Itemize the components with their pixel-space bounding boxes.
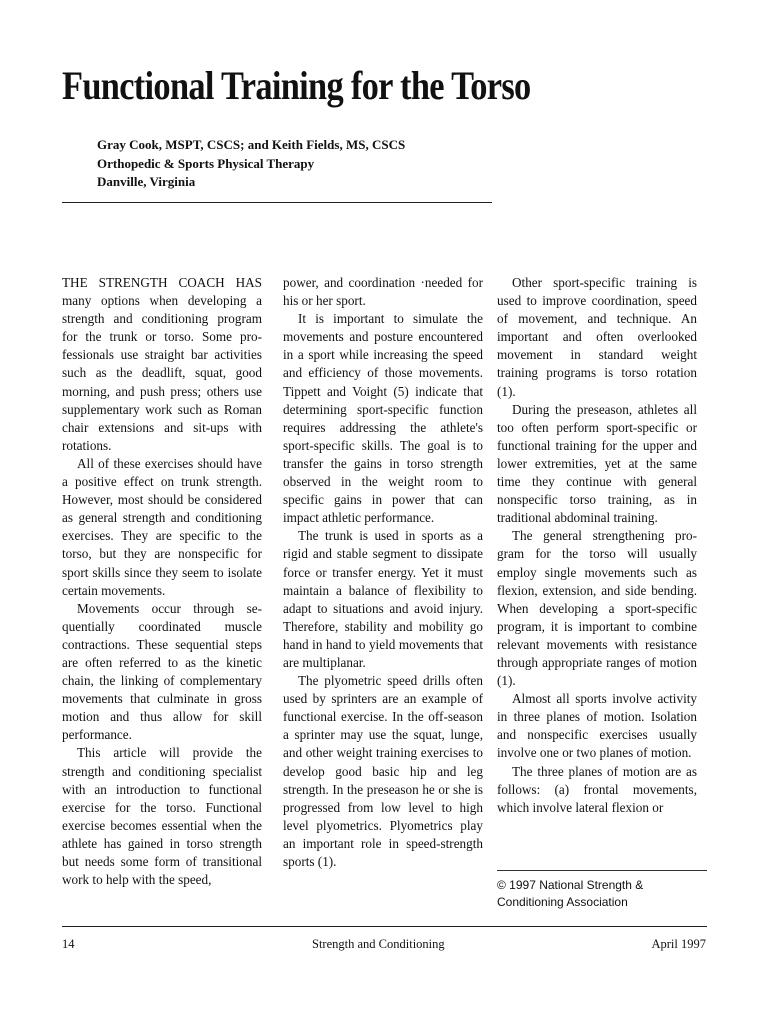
paragraph: power, and coordination ·needed for his or her sport.	[283, 275, 483, 309]
copyright-line: © 1997 National Strength &	[497, 878, 644, 892]
journal-name: Strength and Conditioning	[312, 937, 445, 951]
copyright-divider	[497, 870, 707, 871]
paragraph: The general strengthening program for the torso will usually employ single movements such as flexion, extension, and side bending. When developing a sport-specific program, it is important to combine relevant movements with resistance through appropriate ranges of motion (1).	[497, 528, 697, 689]
text-column-2	[283, 274, 483, 871]
byline	[97, 136, 405, 192]
paragraph: Movements occur through sequentially coordinated muscle contractions. These sequential steps are often referred to as the kinetic chain, the linking of complementary movements that culminate in gross motion and thus allow for skill performance.	[62, 600, 262, 743]
location: Danville, Virginia	[97, 174, 196, 189]
paragraph: The trunk is used in sports as a rigid and stable segment to dissipate force or transfer energy. Yet it must maintain a balance of flexibility to adapt to situations and avoid injury. Therefore, stability and mobility go hand in hand to yield movements that are multiplanar.	[283, 528, 483, 670]
paragraph: The three planes of motion are as follows: (a) frontal movements, which involve lateral flexion or	[497, 763, 697, 815]
page-number: 14	[62, 937, 75, 951]
copyright-line: Conditioning Association	[497, 895, 628, 909]
paragraph: All of these exercises should have a positive effect on trunk strength. However, most should be considered as general strength and conditioning exercises. They are specific to the torso, but they are nonspecific for sport skills since they seem to isolate certain movements.	[62, 455, 262, 598]
paragraph: Almost all sports involve activity in three planes of motion. Isolation and nonspecific exercises usually involve one or two planes of motion.	[497, 691, 697, 761]
paragraph: It is important to simulate the movements and posture encountered in a sport while increasing the speed and efficiency of those movements. Tippett and Voight (5) indicate that determining sport-specific function requires addressing the athlete's sport-specific skills. The goal is to transfer the gains in torso strength observed in the weight room to specific gains in power that can impact athletic performance.	[283, 311, 483, 526]
text-column-3	[497, 274, 697, 817]
copyright-notice	[497, 877, 707, 911]
article-title: Functional Training for the Torso	[62, 63, 531, 108]
affiliation: Orthopedic & Sports Physical Therapy	[97, 155, 315, 171]
paragraph: The plyometric speed drills often used by sprinters are an example of functional exercise. In the off-season a sprinter may use the squat, lunge, and other weight training exercises to develop good basic hip and leg strength. In the preseason he or she is progressed from low level to high level plyometrics. Plyometrics play an important role in speed-strength sports (1).	[283, 673, 483, 869]
paragraph: THE STRENGTH COACH HAS many options when developing a strength and conditioning program for the trunk or torso. Some professionals use straight bar activities such as the deadlift, squat, good morning, and push press; others use supplementary work such as Roman chair extensions and sit-ups with rotations.	[62, 275, 262, 453]
title-divider	[62, 202, 492, 203]
authors: Gray Cook, MSPT, CSCS; and Keith Fields, MS, CSCS	[97, 137, 406, 152]
paragraph: Other sport-specific training is used to improve coordination, speed of movement, and technique. An important and often overlooked movement in standard weight training programs is torso rotation (1).	[497, 275, 697, 399]
footer-divider	[62, 926, 707, 927]
paragraph: During the preseason, athletes all too often perform sport-specific or functional training for the upper and lower extremities, yet at the same time they continue with general nonspecific torso training, as in traditional abdominal training.	[497, 401, 697, 526]
text-column-1	[62, 274, 262, 889]
issue-date: April 1997	[651, 937, 706, 951]
paragraph: This article will provide the strength and conditioning specialist with an introduction to functional exercise for the torso. Functional exercise becomes essential when the athlete has gained in torso strength but needs some form of transitional work to help with the speed,	[62, 745, 262, 888]
